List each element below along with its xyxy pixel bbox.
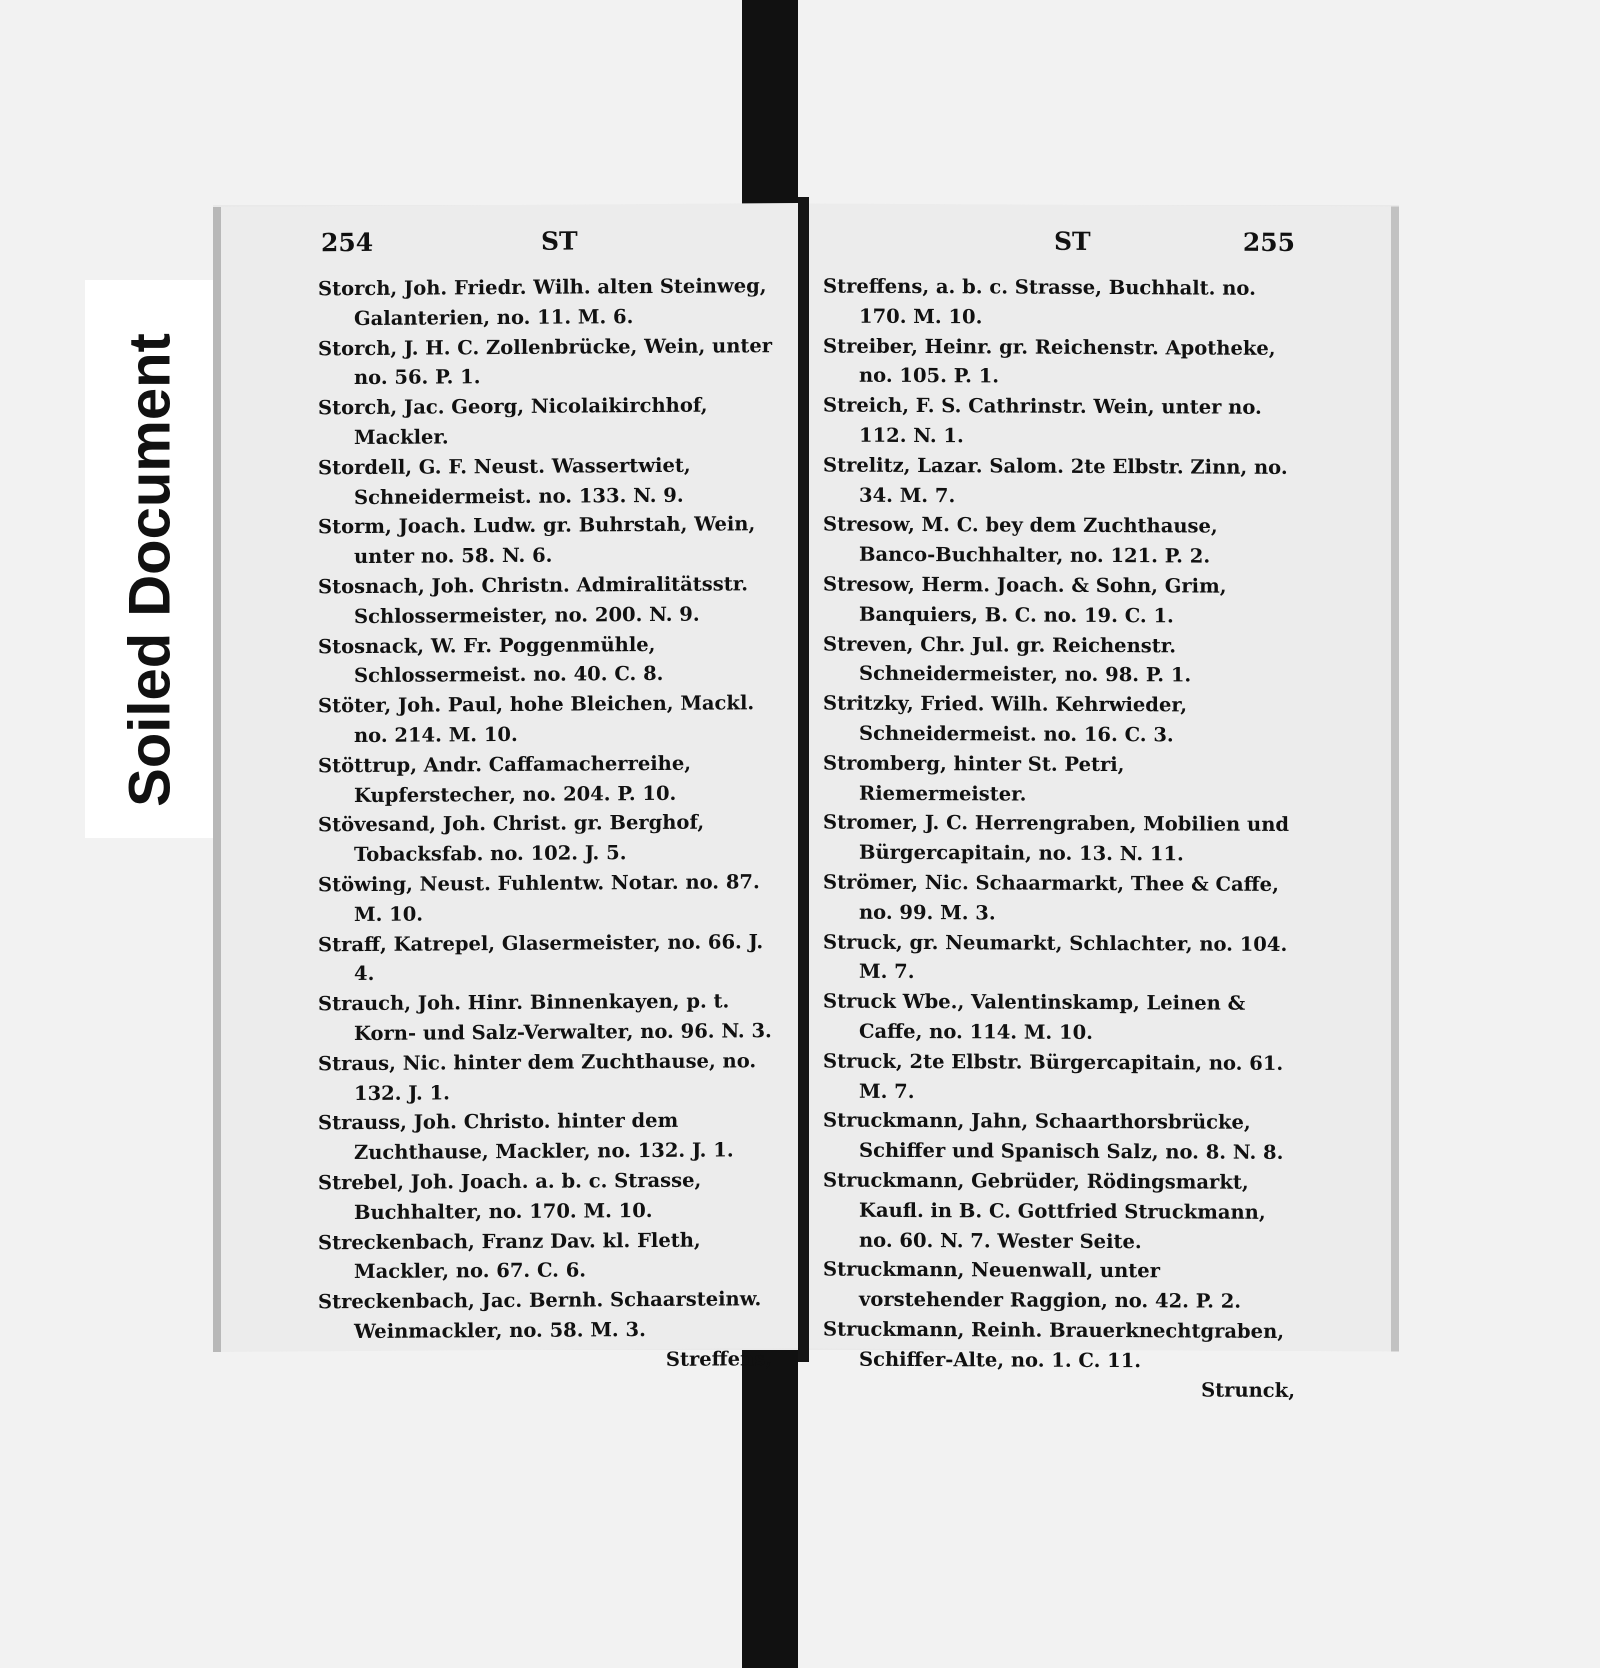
left-entries (221, 271, 798, 1378)
entry: Stritzky, Fried. Wilh. Kehrwieder, Schneidermeist. no. 16. C. 3. (823, 691, 1187, 747)
entry: Strebel, Joh. Joach. a. b. c. Strasse, Buchhalter, no. 170. M. 10. (318, 1168, 702, 1224)
entry: Stresow, Herm. Joach. & Sohn, Grim, Banquiers, B. C. no. 19. C. 1. (823, 572, 1227, 628)
book-spread (213, 205, 1399, 1403)
entry: Struckmann, Neuenwall, unter vorstehender Raggion, no. 42. P. 2. (823, 1257, 1242, 1313)
binding-strip-bottom (742, 1345, 798, 1668)
entry: Streckenbach, Jac. Bernh. Schaarsteinw. Weinmackler, no. 58. M. 3. (318, 1287, 762, 1343)
entry: Stordell, G. F. Neust. Wassertwiet, Schneidermeist. no. 133. N. 9. (318, 453, 691, 509)
entry: Storch, Joh. Friedr. Wilh. alten Steinweg, Galanterien, no. 11. M. 6. (318, 274, 767, 330)
left-catchword: Streffens, (665, 1346, 772, 1371)
soiled-document-label: Soiled Document (117, 333, 183, 807)
entry: Strauch, Joh. Hinr. Binnenkayen, p. t. Korn- und Salz-Verwalter, no. 96. N. 3. (318, 989, 772, 1045)
entry: Strelitz, Lazar. Salom. 2te Elbstr. Zinn, no. 34. M. 7. (823, 453, 1288, 507)
entry: Streckenbach, Franz Dav. kl. Fleth, Mackler, no. 67. C. 6. (318, 1228, 701, 1284)
entry: Straff, Katrepel, Glasermeister, no. 66. J. 4. (318, 929, 764, 986)
entry: Streffens, a. b. c. Strasse, Buchhalt. no. 170. M. 10. (823, 274, 1256, 329)
right-entries (809, 271, 1391, 1406)
entry: Storch, J. H. C. Zollenbrücke, Wein, unter no. 56. P. 1. (318, 333, 773, 390)
left-page (213, 203, 798, 1371)
entry: Streiber, Heinr. gr. Reichenstr. Apotheke, no. 105. P. 1. (823, 334, 1276, 388)
entry: Struck Wbe., Valentinskamp, Leinen & Caffe, no. 114. M. 10. (823, 989, 1246, 1044)
entry: Strauss, Joh. Christo. hinter dem Zuchthause, Mackler, no. 132. J. 1. (318, 1109, 734, 1165)
entry: Stövesand, Joh. Christ. gr. Berghof, Tobacksfab. no. 102. J. 5. (318, 810, 705, 867)
entry: Struckmann, Jahn, Schaarthorsbrücke, Schiffer und Spanisch Salz, no. 8. N. 8. (823, 1108, 1284, 1165)
entry: Stosnack, W. Fr. Poggenmühle, Schlossermeist. no. 40. C. 8. (318, 632, 664, 688)
right-page-number: 255 (1242, 227, 1295, 258)
entry: Stöwing, Neust. Fuhlentw. Notar. no. 87. M. 10. (318, 870, 760, 926)
right-catchword: Strunck, (1201, 1378, 1295, 1403)
right-section-heading: ST (1054, 226, 1091, 256)
entry: Stromberg, hinter St. Petri, Riemermeister. (823, 751, 1125, 806)
entry: Strömer, Nic. Schaarmarkt, Thee & Caffe, no. 99. M. 3. (823, 870, 1279, 925)
entry: Stosnach, Joh. Christn. Admiralitätsstr. Schlossermeister, no. 200. N. 9. (318, 572, 749, 628)
right-page-header (809, 225, 1391, 268)
entry: Storch, Jac. Georg, Nicolaikirchhof, Mackler. (318, 393, 708, 450)
binding-strip-top (742, 0, 798, 215)
entry: Stöter, Joh. Paul, hohe Bleichen, Mackl. no. 214. M. 10. (318, 691, 755, 748)
left-page-header (221, 225, 798, 269)
left-section-heading: ST (541, 226, 578, 256)
entry: Streich, F. S. Cathrinstr. Wein, unter no. 112. N. 1. (823, 393, 1262, 448)
left-page-number: 254 (321, 227, 374, 258)
entry: Stöttrup, Andr. Caffamacherreihe, Kupferstecher, no. 204. P. 10. (318, 751, 692, 807)
entry: Straus, Nic. hinter dem Zuchthause, no. 132. J. 1. (318, 1048, 757, 1105)
entry: Struckmann, Reinh. Brauerknechtgraben, Schiffer-Alte, no. 1. C. 11. (823, 1317, 1285, 1372)
entry: Struck, gr. Neumarkt, Schlachter, no. 104. M. 7. (823, 930, 1288, 984)
entry: Storm, Joach. Ludw. gr. Buhrstah, Wein, unter no. 58. N. 6. (318, 512, 756, 569)
entry: Struck, 2te Elbstr. Bürgercapitain, no. 61. M. 7. (823, 1049, 1284, 1103)
entry: Stromer, J. C. Herrengraben, Mobilien und Bürgercapitain, no. 13. N. 11. (823, 810, 1290, 866)
entry: Streven, Chr. Jul. gr. Reichenstr. Schneidermeister, no. 98. P. 1. (823, 632, 1192, 687)
right-page (809, 203, 1399, 1403)
entry: Stresow, M. C. bey dem Zuchthause, Banco-Buchhalter, no. 121. P. 2. (823, 512, 1218, 568)
entry: Struckmann, Gebrüder, Rödingsmarkt, Kaufl. in B. C. Gottfried Struckmann, no. 60. N. 7. Wester Seite. (823, 1168, 1266, 1253)
book-gutter (798, 197, 809, 1362)
